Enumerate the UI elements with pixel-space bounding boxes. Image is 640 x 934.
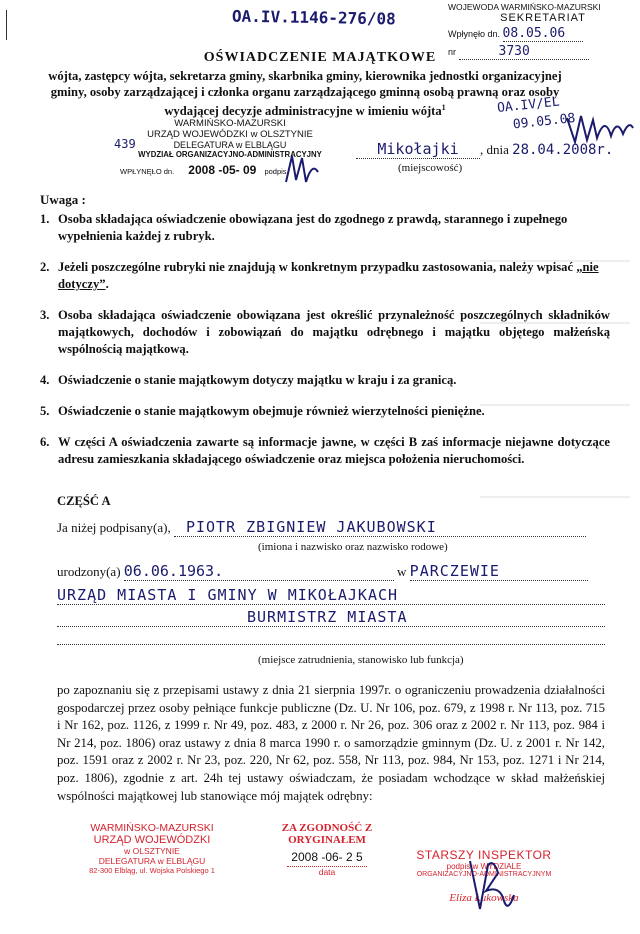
declaration-text: po zapoznaniu się z przepisami ustawy z dnia 21 sierpnia 1997r. o ograniczeniu prowadzenia działalności gospodarczej przez osoby pełniące funkcje publiczne (Dz. U. Nr 106, poz. 679, z 1998 r. Nr 113, poz. 715 i Nr 162, poz. 1126, z 1999 r. Nr 49, poz. 483, z 2000 r. Nr 26, poz. 306 oraz z 2002 r. Nr 113, poz. 984 i Nr 214, poz. 1806) oraz ustawy z dnia 8 marca 1990 r. o samorządzie gminnym (Dz. U. z 2001 r. Nr 142, poz. 1591 oraz z 2002 r. Nr 23, poz. 220, Nr 62, poz. 558, Nr 113, poz. 984, Nr 153, poz. 1271 i Nr 214, poz. 1806), zgodnie z art. 24h tej ustawy oświadczam, że posiadam wchodzące w skład małżeńskiej wspólności majątkowej lub stanowiące mój majątek odrębny: — [57, 683, 605, 803]
subtitle-footnote: 1 — [441, 103, 446, 112]
red-stamp-line2: URZĄD WOJEWÓDZKI — [93, 834, 211, 846]
note-number: 6. — [40, 435, 50, 449]
number-label: nr — [448, 47, 457, 57]
secretariat-stamp-line1: WOJEWODA WARMIŃSKO-MAZURSKI — [448, 2, 601, 12]
inspector-line3: ORGANIZACYJNO-ADMINISTRACYJNYM — [416, 871, 552, 878]
office-stamp-line4: WYDZIAŁ ORGANIZACYJNO-ADMINISTRACYJNY — [138, 150, 322, 159]
place-value: Mikołajki — [356, 140, 480, 159]
inspector-signature-icon — [460, 855, 520, 917]
note-text: Jeżeli poszczególne rubryki nie znajdują w konkretnym przypadku zastosowania, należy wpisać — [58, 260, 574, 274]
note-number: 5. — [40, 404, 50, 418]
certified-label: ZA ZGODNOŚĆ Z ORYGINAŁEM — [281, 822, 373, 846]
born-date: 06.06.1963. — [124, 562, 394, 581]
born-place: PARCZEWIE — [410, 562, 588, 581]
office-stamp-line3: DELEGATURA w ELBLĄGU — [173, 140, 287, 150]
note-number: 4. — [40, 373, 50, 387]
part-a-heading: CZĘŚĆ A — [57, 494, 111, 508]
note-number: 1. — [40, 212, 50, 226]
annotation-line2: 09.05.08 — [512, 110, 577, 133]
note-item — [40, 372, 610, 389]
red-office-stamp — [62, 822, 242, 875]
red-stamp-line3: w OLSZTYNIE — [124, 846, 180, 856]
note-item — [40, 403, 610, 420]
employment-line2: BURMISTRZ MIASTA — [57, 608, 605, 627]
signer-label: Ja niżej podpisany(a), — [57, 520, 171, 535]
inspector-name: Eliza Łukowska — [449, 892, 519, 904]
registry-number: 3730 — [459, 44, 589, 60]
office-stamp-line1: WARMIŃSKO-MAZURSKI — [174, 118, 286, 129]
annotation-line1: OA.IV/EL — [496, 94, 561, 117]
note-text: Oświadczenie o stanie majątkowym obejmuje również wierzytelności pieniężne. — [58, 404, 485, 418]
office-stamp-number: 439 — [114, 137, 136, 151]
note-text: Osoba składająca oświadczenie obowiązana jest do zgodnego z prawdą, starannego i zupełnego wypełnienia każdej z rubryk. — [58, 212, 568, 243]
page-title: OŚWIADCZENIE MAJĄTKOWE — [203, 50, 437, 65]
red-stamp-line1: WARMIŃSKO-MAZURSKI — [90, 822, 214, 834]
employment-line1: URZĄD MIASTA I GMINY W MIKOŁAJKACH — [57, 586, 605, 605]
certified-date: 2008 -06- 2 5 — [291, 850, 363, 864]
office-stamp-line2: URZĄD WOJEWÓDZKI w OLSZTYNIE — [147, 129, 313, 140]
office-signature-icon — [282, 152, 322, 188]
birth-line — [57, 562, 605, 581]
note-item — [40, 307, 610, 358]
office-stamp-sign-label: podpis — [264, 167, 287, 176]
signer-caption: (imiona i nazwisko oraz nazwisko rodowe) — [258, 541, 448, 553]
red-stamp-line5: 82-300 Elbląg, ul. Wojska Polskiego 1 — [89, 866, 215, 875]
note-item — [40, 259, 610, 293]
notes-section — [40, 192, 610, 468]
note-text: Oświadczenie o stanie majątkowym dotyczy majątku w kraju i za granicą. — [58, 373, 457, 387]
date-label: , dnia — [480, 142, 509, 157]
office-stamp-date: 2008 -05- 09 — [188, 163, 257, 177]
place-caption: (miejscowość) — [398, 162, 463, 174]
certified-date-caption: data — [287, 866, 367, 877]
note-item — [40, 211, 610, 245]
page-edge-mark — [6, 10, 7, 40]
page-subtitle-text: wójta, zastępcy wójta, sekretarza gminy, skarbnika gminy, kierownika jednostki organizacyjnej gminy, osoby zarządzającej i członka organu zarządzającego gminną osobą prawną oraz osoby wydającej decyzje administracyjne w imieniu wójta — [48, 69, 562, 119]
note-number: 3. — [40, 308, 50, 322]
employment-caption: (miejsce zatrudnienia, stanowisko lub funkcja) — [258, 654, 464, 666]
red-stamp-line4: DELEGATURA w ELBLĄGU — [98, 856, 206, 866]
received-label: Wpłynęło dn. — [448, 29, 501, 39]
note-number: 2. — [40, 260, 50, 274]
inspector-line2: podpis w WYDZIALE — [446, 862, 522, 871]
note-text: W części A oświadczenia zawarte są informacje jawne, w części B zaś informacje niejawne dotyczące adresu zamieszkania składającego oświadczenie oraz miejsca położenia nieruchomości. — [58, 435, 610, 466]
page-subtitle — [40, 68, 570, 119]
case-number: OA.IV.1146-276/08 — [231, 6, 396, 29]
note-item — [40, 434, 610, 468]
notes-heading: Uwaga : — [40, 192, 86, 207]
signer-name: PIOTR ZBIGNIEW JAKUBOWSKI — [174, 518, 586, 537]
note-text: Osoba składająca oświadczenie obowiązana jest określić przynależność poszczególnych składników majątkowych, dochodów i zobowiązań do majątku odrębnego i majątku objętego małżeńską wspólnością majątkową. — [58, 308, 610, 356]
note-emphasis: „nie dotyczy” — [58, 260, 599, 291]
inspector-title: STARSZY INSPEKTOR — [416, 848, 552, 862]
born-in-label: w — [397, 564, 407, 579]
employment-line3 — [57, 628, 605, 645]
office-stamp-received-label: WPŁYNĘŁO dn. — [120, 167, 175, 176]
date-value: 28.04.2008r. — [512, 142, 614, 158]
signer-line — [57, 518, 605, 537]
certified-stamp — [252, 822, 402, 877]
received-date: 08.05.06 — [503, 26, 583, 42]
note-tail: . — [105, 277, 109, 291]
place-date-line — [356, 140, 620, 159]
born-label: urodzony(a) — [57, 564, 121, 579]
secretariat-stamp-line2: SEKRETARIAT — [500, 12, 586, 24]
